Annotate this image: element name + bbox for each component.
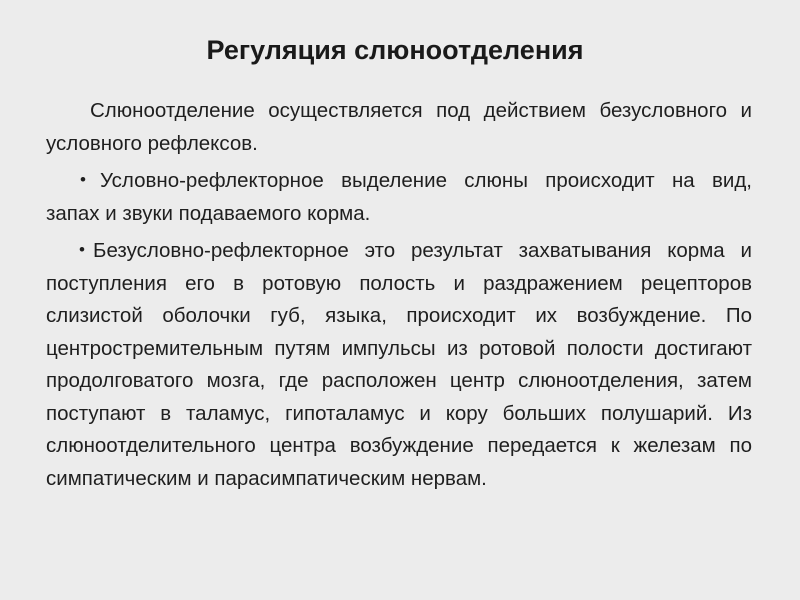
bullet-item-conditioned — [46, 164, 752, 230]
slide-body — [46, 95, 752, 499]
slide-title: Регуляция слюноотделения — [206, 35, 584, 65]
bullet-icon: • — [79, 240, 85, 259]
bullet-item-unconditioned — [46, 234, 752, 495]
bullet-text: Безусловно-рефлекторное это результат захватывания корма и поступления его в ротовую полость и раздражением рецепторов слизистой оболочки губ, языка, происходит их возбуждение. По центростремительным путям импульсы из ротовой полости достигают продолговатого мозга, где расположен центр слюноотделения, затем поступают в таламус, гипоталамус и кору больших полушарий. Из слюноотделительного центра возбуждение передается к железам по симпатическим и парасимпатическим нервам. — [46, 239, 752, 490]
bullet-icon: • — [80, 170, 86, 189]
bullet-text: Условно-рефлекторное выделение слюны происходит на вид, запах и звуки подаваемого корма. — [46, 169, 752, 225]
intro-paragraph: Слюноотделение осуществляется под действием безусловного и условного рефлексов. — [46, 99, 752, 155]
